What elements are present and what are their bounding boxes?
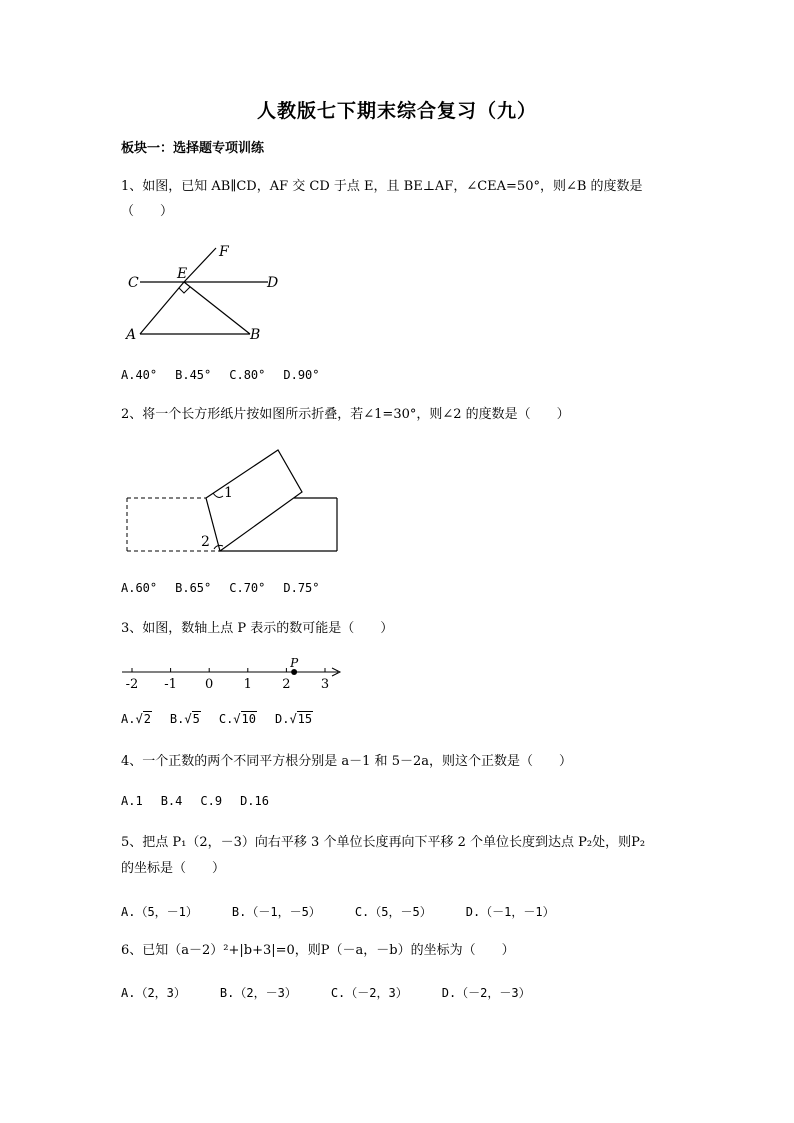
option-c[interactable]: C.80° xyxy=(229,368,266,382)
tick-label: -1 xyxy=(164,677,177,692)
option-c[interactable]: C.9 xyxy=(200,794,223,808)
right-angle-mark xyxy=(179,287,190,293)
point-p-label: P xyxy=(290,656,299,670)
option-d[interactable]: D.（－1，－1） xyxy=(465,905,555,919)
option-a[interactable]: A.（5，－1） xyxy=(121,905,198,919)
tick-label: -2 xyxy=(125,677,139,692)
angle-1-label: 1 xyxy=(224,485,233,501)
tick-label: 0 xyxy=(205,677,214,692)
tick-label: 1 xyxy=(243,677,252,692)
question-1-options xyxy=(121,368,338,382)
question-1-figure xyxy=(118,238,298,348)
option-letter: B. xyxy=(169,712,185,726)
section-heading: 板块一：选择题专项训练 xyxy=(121,141,265,156)
option-a[interactable]: A.（2，3） xyxy=(121,986,186,1000)
option-c[interactable]: C.（5，－5） xyxy=(354,905,432,919)
question-6-text: 6、已知（a－2）²+|b+3|=0，则P（－a，－b）的坐标为（ ） xyxy=(121,943,515,958)
option-b[interactable]: B.65° xyxy=(175,581,212,595)
question-2-figure xyxy=(118,440,348,560)
label-f: F xyxy=(219,244,229,260)
option-c[interactable]: C.70° xyxy=(229,581,266,595)
option-b[interactable] xyxy=(170,712,201,726)
option-d[interactable]: D.16 xyxy=(240,794,269,808)
question-2-options xyxy=(121,581,338,595)
option-letter: A. xyxy=(121,712,136,726)
question-4-options xyxy=(121,794,287,808)
question-5-line-1: 5、把点 P₁（2，－3）向右平移 3 个单位长度再向下平移 2 个单位长度到达点 P₂处，则P₂ xyxy=(121,835,646,850)
question-1-blank: （ ） xyxy=(121,204,174,219)
option-d[interactable]: D.75° xyxy=(283,581,320,595)
sqrt-sign: √ xyxy=(289,712,297,726)
option-b[interactable]: B.（2，－3） xyxy=(219,986,297,1000)
tick-label: 2 xyxy=(282,677,291,692)
angle-1-arc xyxy=(213,493,223,497)
label-b: B xyxy=(250,327,261,343)
option-letter: D. xyxy=(274,712,290,726)
angle-2-label: 2 xyxy=(201,534,210,550)
radicand: 2 xyxy=(143,712,151,726)
option-a[interactable] xyxy=(121,712,152,726)
sqrt-sign: √ xyxy=(233,712,241,726)
option-a[interactable]: A.1 xyxy=(121,794,143,808)
number-line-figure xyxy=(118,654,348,694)
label-d: D xyxy=(267,275,279,291)
sqrt-sign: √ xyxy=(184,712,192,726)
question-3-text: 3、如图，数轴上点 P 表示的数可能是（ ） xyxy=(121,621,394,636)
option-d[interactable] xyxy=(275,712,313,726)
question-6-options xyxy=(121,984,565,1001)
option-b[interactable]: B.（－1，－5） xyxy=(231,905,321,919)
folded-flap xyxy=(206,450,302,551)
question-1-text: 1、如图，已知 AB∥CD，AF 交 CD 于点 E，且 BE⊥AF，∠CEA=50°，则∠B 的度数是 xyxy=(121,179,643,194)
radicand: 15 xyxy=(297,712,313,726)
option-d[interactable]: D.（－2，－3） xyxy=(441,986,531,1000)
option-c[interactable] xyxy=(219,712,257,726)
question-5-options xyxy=(121,903,589,920)
option-b[interactable]: B.45° xyxy=(175,368,212,382)
line-be xyxy=(184,282,250,334)
option-d[interactable]: D.90° xyxy=(283,368,320,382)
radicand: 10 xyxy=(241,712,256,726)
line-ef xyxy=(184,248,216,282)
question-5-line-2: 的坐标是（ ） xyxy=(121,861,226,876)
option-letter: C. xyxy=(218,712,234,726)
question-4-text: 4、一个正数的两个不同平方根分别是 a－1 和 5－2a，则这个正数是（ ） xyxy=(121,754,572,769)
line-ae xyxy=(140,282,184,334)
option-a[interactable]: A.40° xyxy=(121,368,158,382)
question-2-text: 2、将一个长方形纸片按如图所示折叠，若∠1=30°，则∠2 的度数是（ ） xyxy=(121,407,570,422)
option-c[interactable]: C.（－2，3） xyxy=(330,986,408,1000)
label-e: E xyxy=(177,266,188,282)
radicand: 5 xyxy=(192,712,200,726)
label-c: C xyxy=(128,275,139,291)
tick-label: 3 xyxy=(320,677,330,692)
question-3-options xyxy=(121,712,331,726)
option-b[interactable]: B.4 xyxy=(160,794,183,808)
label-a: A xyxy=(126,327,137,343)
option-a[interactable]: A.60° xyxy=(121,581,158,595)
sqrt-sign: √ xyxy=(135,712,143,726)
page-title: 人教版七下期末综合复习（九） xyxy=(256,100,537,122)
